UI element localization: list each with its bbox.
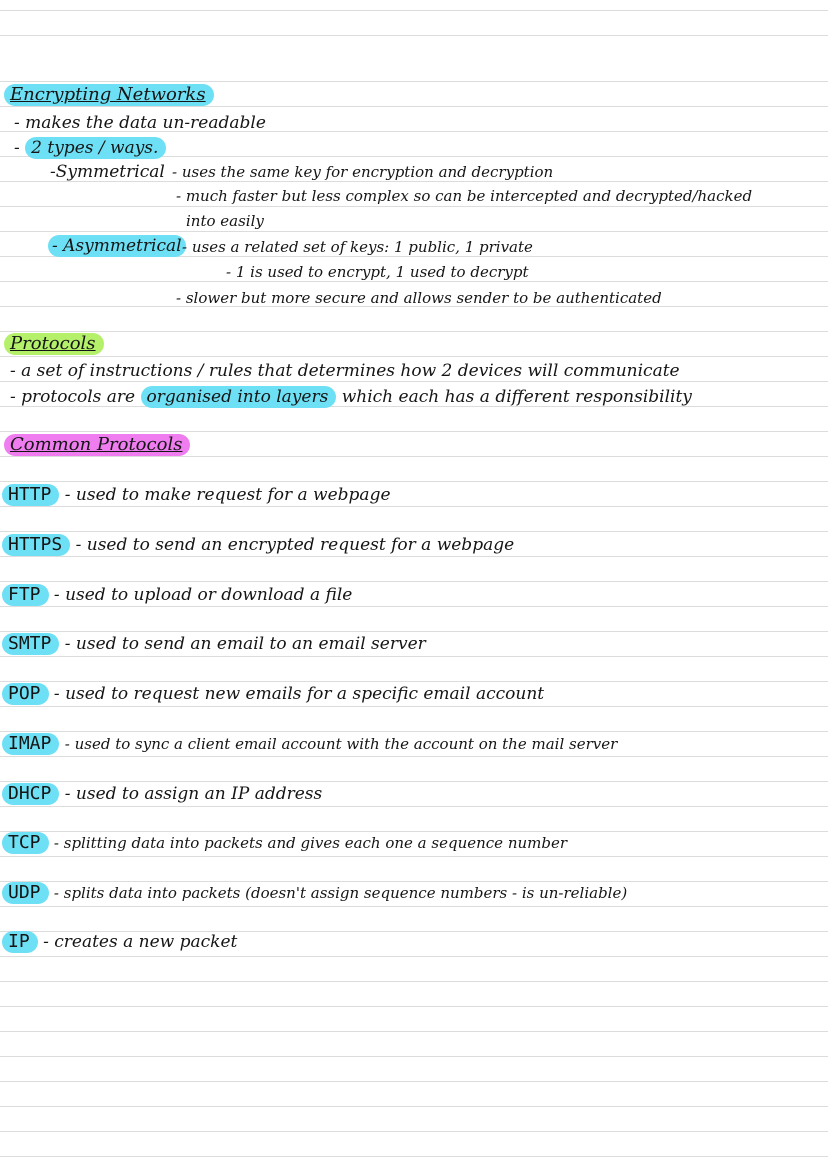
protocol-desc: - used to upload or download a file (53, 585, 353, 605)
encrypting-line-1: - makes the data un-readable (14, 113, 266, 133)
asymmetrical-label: - Asymmetrical (48, 235, 186, 257)
protocol-row-pop (2, 683, 544, 705)
protocol-name: IP (2, 931, 38, 953)
protocols-line-1: - a set of instructions / rules that determines how 2 devices will communicate (10, 361, 680, 381)
protocol-row-http (2, 484, 391, 506)
protocol-row-ip (2, 931, 237, 953)
protocol-name: POP (2, 683, 49, 705)
protocol-row-dhcp (2, 783, 322, 805)
asymmetrical-label-row (48, 235, 186, 257)
protocols-line-2 (10, 386, 692, 408)
encrypting-heading: Encrypting Networks (4, 84, 214, 106)
protocol-name: UDP (2, 882, 49, 904)
symmetrical-label: -Symmetrical (50, 162, 165, 182)
protocol-name: HTTPS (2, 534, 70, 556)
asymmetrical-line-3: - slower but more secure and allows sender to be authenticated (176, 289, 662, 307)
protocol-desc: - used to make request for a webpage (64, 485, 391, 505)
protocol-desc: - splits data into packets (doesn't assign sequence numbers - is un-reliable) (53, 884, 628, 902)
protocols-line-2-start: - protocols are (10, 387, 141, 407)
common-heading-row (4, 434, 190, 456)
common-protocols-heading: Common Protocols (4, 434, 190, 456)
layers-highlight: organised into layers (141, 386, 337, 408)
protocol-row-smtp (2, 633, 426, 655)
protocol-desc: - used to sync a client email account with the account on the mail server (64, 735, 618, 753)
protocol-desc: - used to send an email to an email server (64, 634, 426, 654)
protocol-name: IMAP (2, 733, 59, 755)
protocol-desc: - used to request new emails for a specific email account (53, 684, 545, 704)
protocol-name: HTTP (2, 484, 59, 506)
protocol-name: TCP (2, 832, 49, 854)
asymmetrical-line-1: - uses a related set of keys: 1 public, 1 private (182, 238, 533, 256)
types-highlight: 2 types / ways. (25, 137, 166, 159)
protocols-heading: Protocols (4, 333, 104, 355)
protocol-row-udp (2, 882, 627, 904)
protocol-row-imap (2, 733, 617, 755)
protocol-desc: - used to send an encrypted request for a webpage (75, 535, 515, 555)
protocol-name: DHCP (2, 783, 59, 805)
protocols-heading-row (4, 333, 104, 355)
protocol-row-ftp (2, 584, 352, 606)
protocol-row-https (2, 534, 514, 556)
symmetrical-line-1: - uses the same key for encryption and decryption (172, 163, 554, 181)
symmetrical-line-3: into easily (186, 212, 264, 230)
symmetrical-line-2: - much faster but less complex so can be intercepted and decrypted/hacked (176, 187, 753, 205)
protocol-desc: - creates a new packet (43, 932, 238, 952)
encrypting-line-2 (14, 137, 166, 159)
protocol-name: FTP (2, 584, 49, 606)
protocol-desc: - used to assign an IP address (64, 784, 323, 804)
protocol-desc: - splitting data into packets and gives each one a sequence number (53, 834, 568, 852)
encrypting-heading-row (4, 84, 214, 106)
protocols-line-2-end: which each has a different responsibility (336, 387, 692, 407)
dash: - (14, 138, 26, 158)
protocol-name: SMTP (2, 633, 59, 655)
asymmetrical-line-2: - 1 is used to encrypt, 1 used to decrypt (226, 263, 529, 281)
protocol-row-tcp (2, 832, 567, 854)
